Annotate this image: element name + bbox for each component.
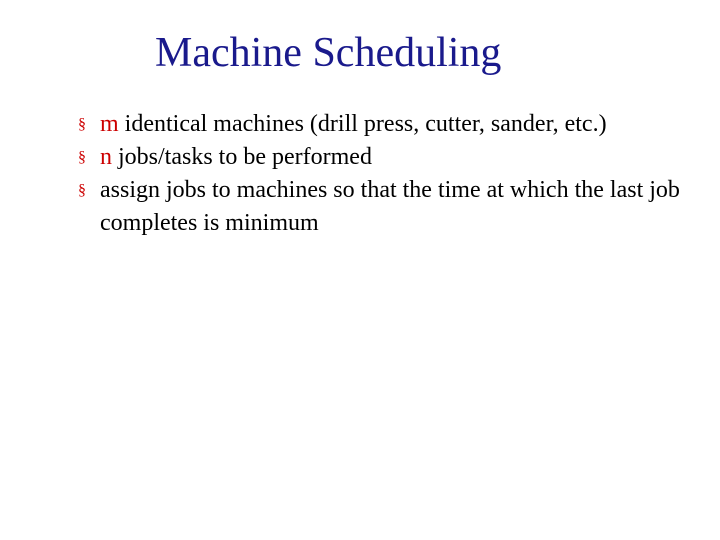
bullet-list xyxy=(78,108,718,240)
bullet-marker-icon: § xyxy=(78,182,86,199)
slide-title: Machine Scheduling xyxy=(155,30,502,76)
bullet-item-jobs xyxy=(78,141,718,174)
bullet-marker-icon: § xyxy=(78,149,86,166)
variable-m: m xyxy=(100,111,119,137)
bullet-text: jobs/tasks to be performed xyxy=(112,144,372,170)
variable-n: n xyxy=(100,144,112,170)
bullet-marker-icon: § xyxy=(78,116,86,133)
bullet-item-machines xyxy=(78,108,718,141)
bullet-text: identical machines (drill press, cutter, sander, etc.) xyxy=(118,111,607,137)
bullet-item-assign xyxy=(78,174,718,240)
bullet-text: assign jobs to machines so that the time at which the last job completes is minimum xyxy=(100,177,680,236)
